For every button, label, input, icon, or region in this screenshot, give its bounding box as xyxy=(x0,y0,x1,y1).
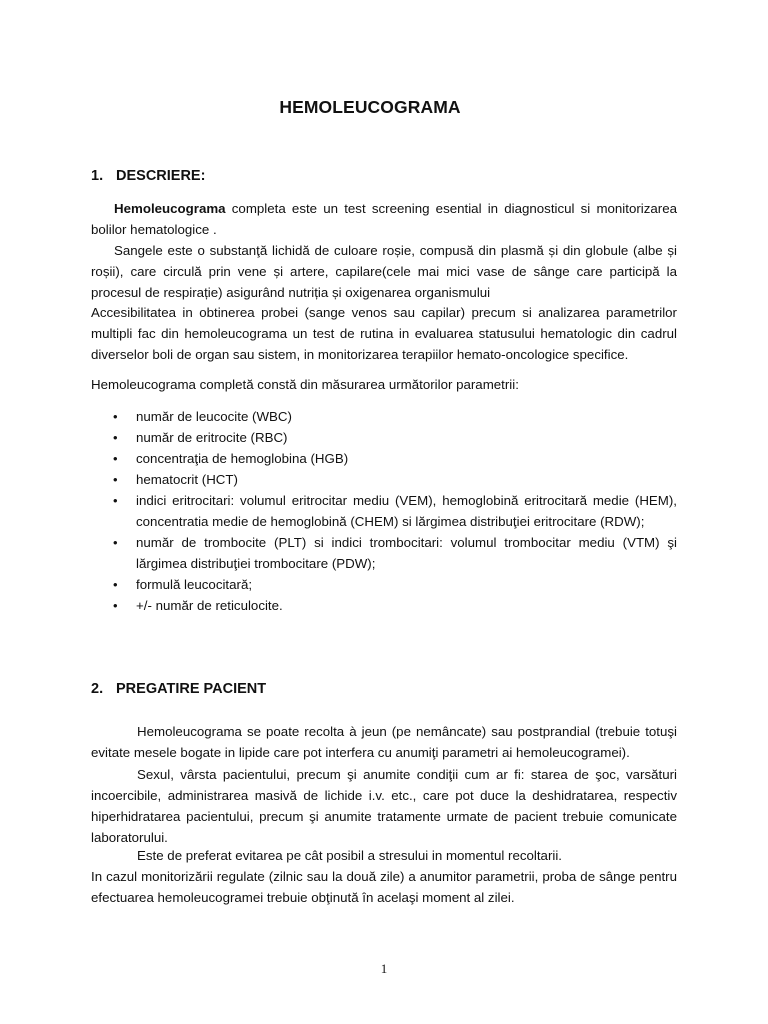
parameters-list xyxy=(91,406,677,616)
bullet-icon: • xyxy=(113,535,118,550)
section-2-title: PREGATIRE PACIENT xyxy=(116,681,267,697)
section-2-heading xyxy=(91,681,266,697)
paragraph-text: completa este un test screening esential in diagnosticul si monitorizarea bolilor hematologice . xyxy=(91,201,677,237)
page-number: 1 xyxy=(380,961,388,976)
bullet-icon: • xyxy=(113,451,118,466)
section-1-paragraph-4: Hemoleucograma completă constă din măsurarea următorilor parametrii: xyxy=(91,377,519,392)
page-title: HEMOLEUCOGRAMA xyxy=(279,97,461,117)
list-item-text: indici eritrocitari: volumul eritrocitar mediu (VEM), hemoglobină eritrocitară medie (HEM), concentratia medie de hemoglobină (CHEM) si lărgimea distribuţiei eritrocitare (RDW); xyxy=(136,493,677,529)
list-item-text: număr de trombocite (PLT) si indici trombocitari: volumul trombocitar mediu (VTM) şi lărgimea distribuţiei trombocitare (PDW); xyxy=(136,535,677,571)
list-item xyxy=(91,427,677,448)
section-2-number: 2. xyxy=(91,681,104,697)
bullet-icon: • xyxy=(113,430,118,445)
bullet-icon: • xyxy=(113,409,118,424)
list-item-text: formulă leucocitară; xyxy=(136,577,253,592)
list-item-text: număr de leucocite (WBC) xyxy=(136,409,292,424)
section-2-paragraph-1: Hemoleucograma se poate recolta à jeun (pe nemâncate) sau postprandial (trebuie totuşi evitate mesele bogate in lipide care pot interfera cu anumiţi parametri ai hemoleucogramei). xyxy=(91,724,677,760)
list-item xyxy=(91,595,677,616)
list-item-text: concentraţia de hemoglobina (HGB) xyxy=(136,451,349,466)
list-item xyxy=(91,532,677,574)
list-item xyxy=(91,490,677,532)
section-1-title: DESCRIERE: xyxy=(116,168,206,184)
list-item xyxy=(91,448,677,469)
section-1-paragraph-2: Sangele este o substanţă lichidă de culoare roșie, compusă din plasmă și din globule (albe și roșii), care circulă prin vene și artere, capilare(cele mai mici vase de sânge care participă la procesul de respirație) asigurând nutriția și oxigenarea organismului xyxy=(91,243,677,300)
bullet-icon: • xyxy=(113,598,118,613)
bold-term: Hemoleucograma xyxy=(114,201,226,216)
section-1-paragraph-3: Accesibilitatea in obtinerea probei (sange venos sau capilar) precum si analizarea parametrilor multipli fac din hemoleucograma un test de rutina in evaluarea statusului hematologic din cadrul diverselor boli de organ sau sistem, in monitorizarea terapiilor hemato-oncologice specifice. xyxy=(91,305,677,362)
section-2-paragraph-2: Sexul, vârsta pacientului, precum şi anumite condiţii cum ar fi: starea de şoc, varsături incoercibile, administrarea masivă de lichide i.v. etc., care pot duce la deshidratarea, respectiv hiperhidratarea pacientului, precum şi anumite tratamente urmate de pacient trebuie comunicate laboratorului. xyxy=(91,767,677,845)
section-1-number: 1. xyxy=(91,168,104,184)
list-item-text: +/- număr de reticulocite. xyxy=(136,598,283,613)
section-2-paragraph-4: In cazul monitorizării regulate (zilnic sau la două zile) a anumitor parametrii, proba de sânge pentru efectuarea hemoleucogramei trebuie obţinută în acelaşi moment al zilei. xyxy=(91,869,677,905)
bullet-icon: • xyxy=(113,493,118,508)
list-item xyxy=(91,406,677,427)
list-item xyxy=(91,574,677,595)
bullet-icon: • xyxy=(113,577,118,592)
bullet-icon: • xyxy=(113,472,118,487)
section-1-paragraph-1 xyxy=(91,198,677,240)
list-item-text: număr de eritrocite (RBC) xyxy=(136,430,288,445)
section-2-paragraph-3: Este de preferat evitarea pe cât posibil a stresului in momentul recoltarii. xyxy=(137,848,562,863)
section-1-heading xyxy=(91,168,205,184)
list-item-text: hematocrit (HCT) xyxy=(136,472,238,487)
list-item xyxy=(91,469,677,490)
